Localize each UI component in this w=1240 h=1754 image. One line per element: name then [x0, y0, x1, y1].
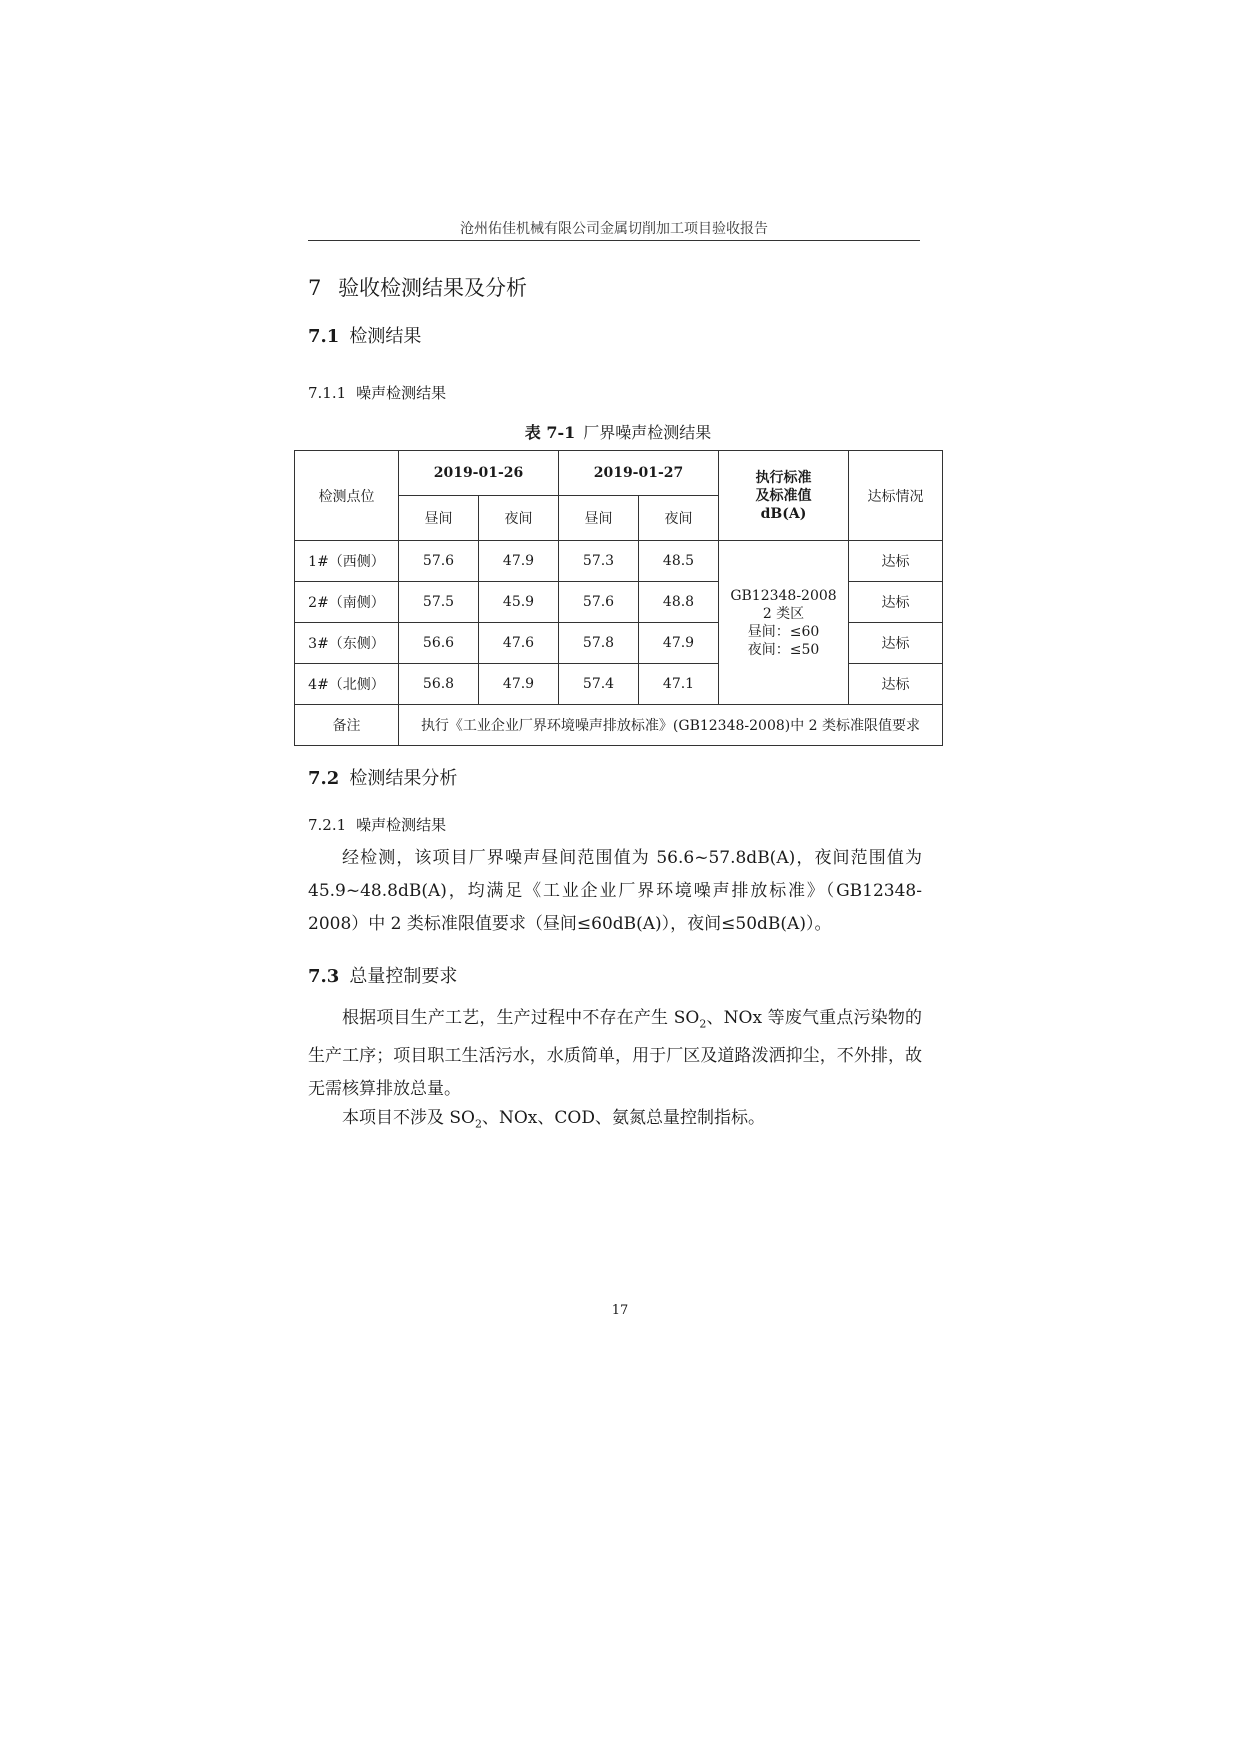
section-title: 检测结果分析: [349, 768, 458, 789]
analysis-text: 经检测，该项目厂界噪声昼间范围值为 56.6~57.8dB(A)，夜间范围值为 45.9~48.8dB(A)，均满足《工业企业厂界环境噪声排放标准》（GB12348-2008）中 2 类标准限值要求（昼间≤60dB(A)），夜间≤50dB(A)）。: [308, 848, 922, 934]
header-standard-line: 执行标准: [755, 469, 812, 486]
section-title: 验收检测结果及分析: [338, 276, 528, 300]
section-7-1-1-heading: [308, 382, 446, 403]
cell-point: 2#（南侧）: [295, 582, 399, 623]
header-standard-line: dB(A): [760, 505, 807, 522]
cell-value: 57.8: [559, 623, 639, 664]
cell-standard-value: [719, 541, 849, 705]
cell-value: 48.5: [639, 541, 719, 582]
total-control-paragraph-2: [308, 1102, 922, 1140]
section-number: 7.2.1: [308, 816, 347, 834]
remark-text: 执行《工业企业厂界环境噪声排放标准》(GB12348-2008)中 2 类标准限值要求: [399, 705, 943, 746]
remark-row: [295, 705, 943, 746]
cell-value: 57.6: [399, 541, 479, 582]
table-row: [295, 541, 943, 582]
standard-line: 夜间：≤50: [747, 641, 820, 658]
cell-value: 57.6: [559, 582, 639, 623]
cell-value: 57.4: [559, 664, 639, 705]
cell-status: 达标: [849, 582, 943, 623]
section-title: 噪声检测结果: [356, 384, 447, 402]
para-text: 、NOx 等废气重点污染物的生产工序；项目职工生活污水，水质简单，用于厂区及道路泼洒抑尘，不外排，故无需核算排放总量。: [308, 1008, 922, 1100]
standard-line: 昼间：≤60: [747, 623, 820, 640]
subscript: 2: [699, 1017, 707, 1031]
section-title: 检测结果: [349, 326, 422, 347]
para-text: 根据项目生产工艺，生产过程中不存在产生 SO: [342, 1008, 700, 1028]
cell-value: 56.6: [399, 623, 479, 664]
section-title: 总量控制要求: [349, 966, 458, 987]
section-number: 7.1: [308, 326, 340, 347]
header-night: 夜间: [639, 496, 719, 541]
section-number: 7.1.1: [308, 384, 347, 402]
page-header: 沧州佑佳机械有限公司金属切削加工项目验收报告: [460, 221, 768, 237]
para-text: 本项目不涉及 SO: [342, 1108, 475, 1128]
header-status: 达标情况: [849, 451, 943, 541]
header-standard: [719, 451, 849, 541]
cell-value: 48.8: [639, 582, 719, 623]
cell-status: 达标: [849, 541, 943, 582]
cell-value: 45.9: [479, 582, 559, 623]
header-date-2: 2019-01-27: [559, 451, 719, 496]
header-night: 夜间: [479, 496, 559, 541]
noise-results-table: [294, 450, 943, 746]
section-title: 噪声检测结果: [356, 816, 447, 834]
para-text: 、NOx、COD、氨氮总量控制指标。: [482, 1108, 765, 1128]
section-number: 7: [308, 276, 322, 300]
standard-line: GB12348-2008: [730, 587, 837, 604]
header-day: 昼间: [399, 496, 479, 541]
total-control-paragraph-1: [308, 1002, 922, 1106]
section-7-heading: [308, 272, 527, 302]
analysis-paragraph: [308, 842, 922, 941]
header-date-1: 2019-01-26: [399, 451, 559, 496]
cell-value: 47.9: [639, 623, 719, 664]
section-7-1-heading: [308, 322, 421, 348]
table-caption-title: 厂界噪声检测结果: [583, 423, 712, 442]
table-caption: [294, 420, 942, 443]
cell-value: 57.3: [559, 541, 639, 582]
section-7-2-1-heading: [308, 814, 446, 835]
section-7-3-heading: [308, 962, 457, 988]
subscript: 2: [475, 1117, 482, 1131]
section-number: 7.2: [308, 768, 340, 789]
cell-status: 达标: [849, 623, 943, 664]
cell-value: 47.6: [479, 623, 559, 664]
section-number: 7.3: [308, 966, 340, 987]
standard-line: 2 类区: [762, 605, 805, 622]
header-point: 检测点位: [295, 451, 399, 541]
remark-label: 备注: [295, 705, 399, 746]
cell-status: 达标: [849, 664, 943, 705]
table-caption-number: 表 7-1: [524, 423, 576, 442]
section-7-2-heading: [308, 764, 457, 790]
header-day: 昼间: [559, 496, 639, 541]
header-standard-line: 及标准值: [755, 487, 812, 504]
header-rule: [308, 240, 920, 241]
cell-value: 47.9: [479, 541, 559, 582]
cell-point: 1#（西侧）: [295, 541, 399, 582]
cell-value: 56.8: [399, 664, 479, 705]
cell-value: 47.9: [479, 664, 559, 705]
page-number: 17: [611, 1303, 629, 1318]
cell-value: 57.5: [399, 582, 479, 623]
cell-value: 47.1: [639, 664, 719, 705]
cell-point: 3#（东侧）: [295, 623, 399, 664]
cell-point: 4#（北侧）: [295, 664, 399, 705]
